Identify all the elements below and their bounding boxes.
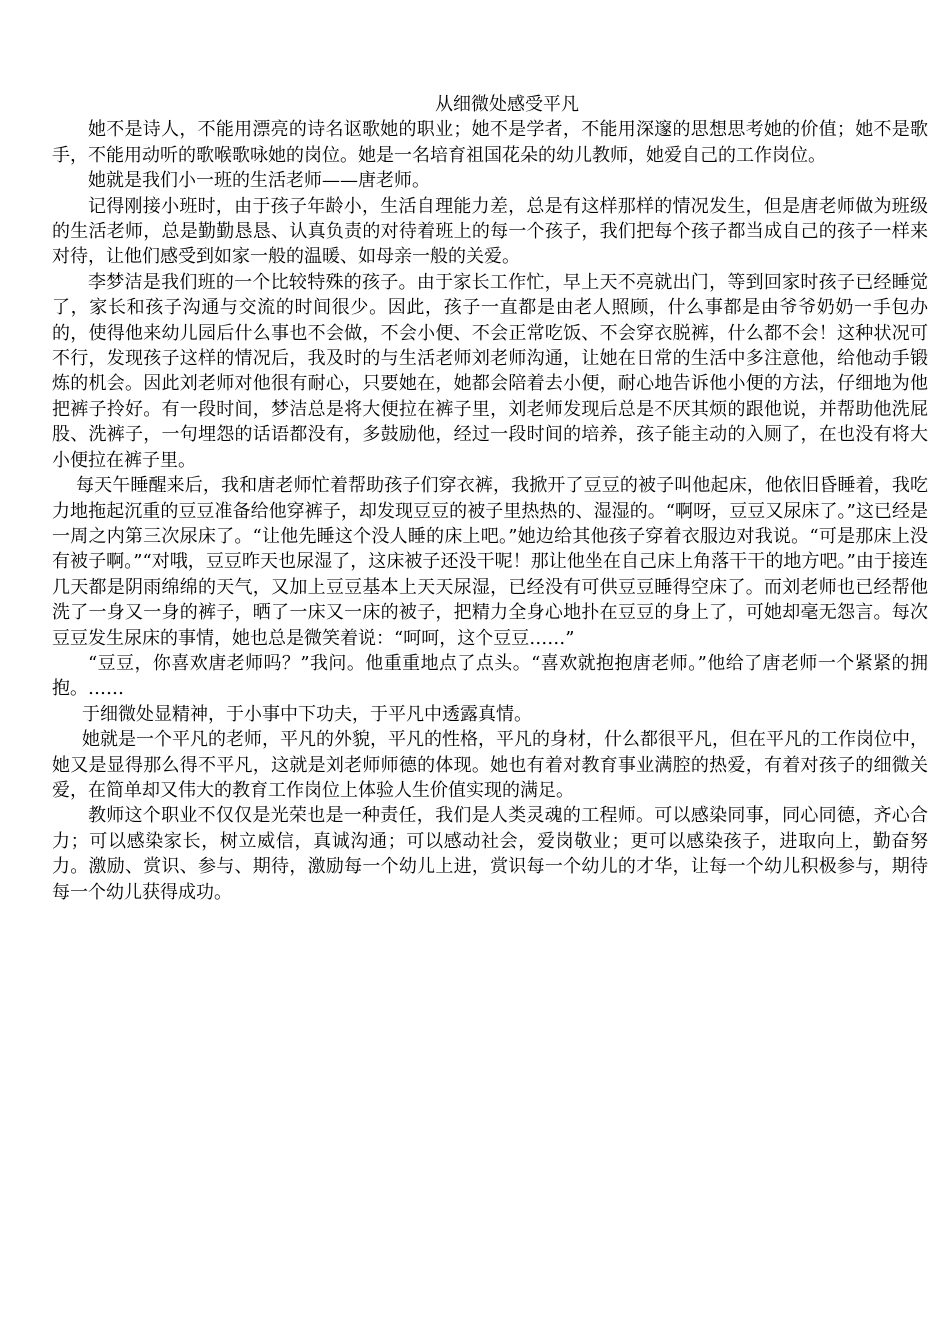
paragraph-2: 她就是我们小一班的生活老师——唐老师。 (88, 170, 430, 192)
paragraph-9: 教师这个职业不仅仅是光荣也是一种责任，我们是人类灵魂的工程师。可以感染同事，同心同德，齐心合力；可以感染家长，树立威信，真诚沟通；可以感动社会，爱岗敬业；更可以感染孩子，进取向上，勤奋努力。激励、赏识、参与、期待，激励每一个幼儿上进，赏识每一个幼儿的才华，让每一个幼儿积极参与，期待每一个幼儿获得成功。 (52, 805, 928, 903)
paragraph-1: 她不是诗人，不能用漂亮的诗名讴歌她的职业；她不是学者，不能用深邃的思想思考她的价值；她不是歌手，不能用动听的歌喉歌咏她的岗位。她是一名培育祖国花朵的幼儿教师，她爱自己的工作岗位。 (52, 119, 928, 166)
paragraph-5: 每天午睡醒来后，我和唐老师忙着帮助孩子们穿衣裤，我掀开了豆豆的被子叫他起床，他依旧昏睡着，我吃力地拖起沉重的豆豆准备给他穿裤子，却发现豆豆的被子里热热的、湿湿的。“啊呀，豆豆又尿床了。”这已经是一周之内第三次尿床了。“让他先睡这个没人睡的床上吧。”她边给其他孩子穿着衣服边对我说。“可是那床上没有被子啊。”“对哦，豆豆昨天也尿湿了，这床被子还没干呢！那让他坐在自己床上角落干干的地方吧。”由于接连几天都是阴雨绵绵的天气，又加上豆豆基本上天天尿湿，已经没有可供豆豆睡得空床了。而刘老师也已经帮他洗了一身又一身的裤子，晒了一床又一床的被子，把精力全身心地扑在豆豆的身上了，可她却毫无怨言。每次豆豆发生尿床的事情，她也总是微笑着说：“呵呵，这个豆豆……” (52, 475, 928, 649)
document-title: 从细微处感受平凡 (435, 94, 579, 115)
document-page (52, 92, 928, 905)
paragraph-6: “豆豆，你喜欢唐老师吗？”我问。他重重地点了点头。“喜欢就抱抱唐老师。”他给了唐老师一个紧紧的拥抱。…… (52, 652, 928, 700)
paragraph-8: 她就是一个平凡的老师，平凡的外貌，平凡的性格，平凡的身材，什么都很平凡，但在平凡的工作岗位中，她又是显得那么得不平凡，这就是刘老师师德的体现。她也有着对教育事业满腔的热爱，有着对孩子的细微关爱，在简单却又伟大的教育工作岗位上体验人生价值实现的满足。 (52, 729, 928, 801)
paragraph-7: 于细微处显精神，于小事中下功夫，于平凡中透露真情。 (82, 703, 532, 725)
paragraph-3: 记得刚接小班时，由于孩子年龄小，生活自理能力差，总是有这样那样的情况发生，但是唐老师做为班级的生活老师，总是勤勤恳恳、认真负责的对待着班上的每一个孩子，我们把每个孩子都当成自己的孩子一样来对待，让他们感受到如家一般的温暖、如母亲一般的关爱。 (52, 195, 928, 268)
paragraph-4: 李梦洁是我们班的一个比较特殊的孩子。由于家长工作忙，早上天不亮就出门，等到回家时孩子已经睡觉了，家长和孩子沟通与交流的时间很少。因此，孩子一直都是由老人照顾，什么事都是由爷爷奶奶一手包办的，使得他来幼儿园后什么事也不会做，不会小便、不会正常吃饭、不会穿衣脱裤，什么都不会！这种状况可不行，发现孩子这样的情况后，我及时的与生活老师刘老师沟通，让她在日常的生活中多注意他，给他动手锻炼的机会。因此刘老师对他很有耐心，只要她在，她都会陪着去小便，耐心地告诉他小便的方法，仔细地为他把裤子拎好。有一段时间，梦洁总是将大便拉在裤子里，刘老师发现后总是不厌其烦的跟他说，并帮助他洗屁股、洗裤子，一句埋怨的话语都没有，多鼓励他，经过一段时间的培养，孩子能主动的入厕了，在也没有将大小便拉在裤子里。 (52, 271, 928, 471)
